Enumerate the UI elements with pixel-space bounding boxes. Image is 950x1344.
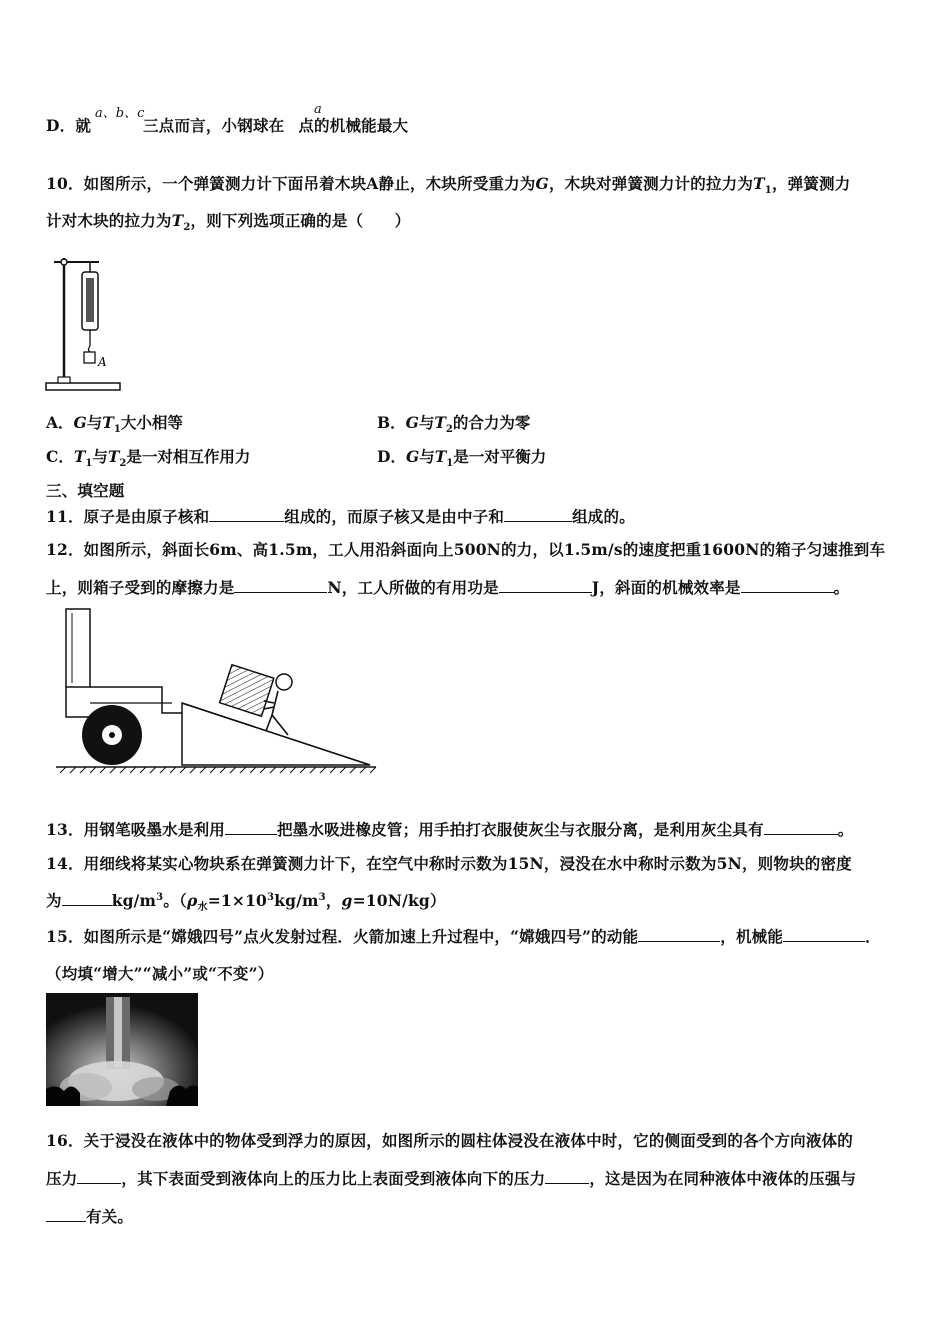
q14-text-f: ，	[325, 891, 342, 910]
section-title: 三、填空题	[46, 481, 125, 500]
wheel-center	[109, 732, 115, 738]
spring-scale-figure	[44, 250, 124, 394]
q11	[46, 505, 635, 527]
q10-line1-text-b: ，木块对弹簧测力计的拉力为	[548, 174, 754, 193]
q14-rho-sub: 水	[197, 902, 208, 914]
opt-a-v1: G	[73, 413, 87, 432]
q14-line1: 14．用细线将某实心物块系在弹簧测力计下，在空气中称时示数为15N，浸没在水中称时示数为5N，则物块的密度	[46, 854, 852, 873]
q14-unit: kg/m	[111, 891, 157, 910]
q10-line2-text-a: 计对木块的拉力为	[46, 211, 172, 230]
incline-figure	[52, 605, 380, 780]
q14-unit-sup: 3	[156, 891, 164, 903]
q12-line2	[46, 576, 849, 598]
q9-optd-points: a、b、c	[95, 106, 145, 121]
q15-line1	[46, 925, 881, 947]
opt-c-prefix: C．	[46, 447, 74, 466]
opt-b-v1: G	[405, 413, 419, 432]
ground-hatch	[60, 767, 376, 773]
q11-text-b: 组成的，而原子核又是由中子和	[284, 507, 505, 526]
q14-unit2-sup: 3	[318, 891, 326, 903]
worker-head	[276, 674, 292, 690]
hook-curve	[89, 346, 91, 352]
q12-blank-2[interactable]	[499, 578, 592, 593]
q14-text-e: kg/m	[274, 891, 319, 910]
q12-text-a: 上，则箱子受到的摩擦力是	[46, 578, 235, 597]
q13-text-c: 。	[837, 820, 854, 839]
q10-var-t2-sub: 2	[183, 222, 191, 234]
stand-base	[46, 383, 120, 390]
q15-text-b: ，机械能	[720, 927, 784, 946]
opt-b-sub: 2	[445, 424, 453, 436]
q13-text-a: 13．用钢笔吸墨水是利用	[46, 820, 225, 839]
q16-line2	[46, 1167, 856, 1189]
q11-text-c: 组成的。	[572, 507, 635, 526]
q16-blank-1[interactable]	[77, 1169, 121, 1184]
q14-text-g: =10N/kg）	[352, 891, 446, 910]
q14-var-g: g	[341, 891, 353, 910]
q16-text-b: ，其下表面受到液体向上的压力比上表面受到液体向下的压力	[121, 1169, 546, 1188]
opt-b-mid: 与	[418, 413, 435, 432]
q15-text-a: 15．如图所示是“嫦娥四号”点火发射过程．火箭加速上升过程中，“嫦娥四号”的动能	[46, 927, 639, 946]
opt-c-sub2: 2	[119, 458, 127, 470]
rocket-body	[114, 997, 122, 1067]
block-a-label: A	[98, 355, 107, 369]
opt-a-prefix: A．	[46, 413, 74, 432]
q10-var-t2: T	[171, 211, 184, 230]
q13-text-b: 把墨水吸进橡皮管；用手拍打衣服使灰尘与衣服分离，是利用灰尘具有	[276, 820, 764, 839]
truck-cab	[66, 609, 90, 687]
q10-option-a[interactable]	[46, 411, 183, 435]
q9-optd-prefix: D．就	[46, 116, 92, 135]
q12-blank-3[interactable]	[741, 578, 834, 593]
q13-blank-1[interactable]	[225, 820, 277, 835]
opt-b-v2: T	[434, 413, 446, 432]
q15-blank-1[interactable]	[638, 927, 720, 942]
q16-text-a: 压力	[46, 1169, 78, 1188]
q16-text-line3: 有关。	[86, 1207, 134, 1226]
opt-c-suffix: 是一对相互作用力	[126, 447, 251, 466]
opt-a-v2: T	[102, 413, 114, 432]
q10-var-t1: T	[753, 174, 765, 193]
q10-option-b[interactable]	[377, 411, 530, 435]
opt-d-v1: G	[405, 447, 420, 466]
q16-line1: 16．关于浸没在液体中的物体受到浮力的原因，如图所示的圆柱体浸没在液体中时，它的侧面受到的各个方向液体的	[46, 1131, 853, 1150]
q14-text-d: =1×10	[207, 891, 268, 910]
q15-blank-2[interactable]	[783, 927, 865, 942]
q12-text-b: N，工人所做的有用功是	[327, 578, 499, 597]
q13	[46, 818, 853, 840]
q16-blank-3[interactable]	[46, 1207, 86, 1222]
opt-d-mid: 与	[419, 447, 435, 466]
opt-c-mid: 与	[92, 447, 108, 466]
q15-text-c: ．	[865, 927, 881, 946]
q12-text-c: J，斜面的机械效率是	[591, 578, 741, 597]
q10-option-d[interactable]	[377, 445, 546, 469]
q13-blank-2[interactable]	[764, 820, 838, 835]
q12-text-d: 。	[833, 578, 850, 597]
q10-line2-text-b: ，则下列选项正确的是（ ）	[190, 211, 411, 230]
q16-line3	[46, 1205, 133, 1227]
opt-d-suffix: 是一对平衡力	[453, 447, 547, 466]
rocket-launch-photo	[46, 993, 198, 1106]
opt-a-sub: 1	[113, 424, 121, 436]
q10-line1	[46, 172, 850, 196]
opt-d-sub: 1	[446, 458, 454, 470]
q9-optd-mid: 三点而言，小钢球在	[143, 116, 285, 135]
ramp	[182, 703, 370, 765]
q15-line2: （均填“增大”“减小”或“不变”）	[46, 964, 274, 983]
q10-option-c[interactable]	[46, 445, 250, 469]
q11-blank-1[interactable]	[209, 507, 284, 522]
opt-c-sub1: 1	[85, 458, 93, 470]
opt-b-suffix: 的合力为零	[452, 413, 531, 432]
opt-b-prefix: B．	[377, 413, 406, 432]
stand-foot	[58, 377, 70, 383]
opt-d-prefix: D．	[377, 447, 406, 466]
stand-clamp	[61, 259, 67, 265]
q10-line1-text-a: 10．如图所示，一个弹簧测力计下面吊着木块A静止，木块所受重力为	[46, 174, 536, 193]
q14-rho: ρ	[186, 891, 198, 910]
q10-var-g: G	[535, 174, 549, 193]
q16-blank-2[interactable]	[545, 1169, 589, 1184]
q10-line2	[46, 209, 410, 233]
block-a	[84, 352, 95, 363]
opt-a-suffix: 大小相等	[120, 413, 183, 432]
q14-exp: 3	[267, 891, 275, 903]
q11-text-a: 11．原子是由原子核和	[46, 507, 210, 526]
opt-c-v1: T	[73, 447, 86, 466]
q12-line1: 12．如图所示，斜面长6m、高1.5m，工人用沿斜面向上500N的力，以1.5m/s的速度把重1600N的箱子匀速推到车	[46, 540, 886, 559]
q14-line2	[46, 889, 446, 913]
worker-leg	[266, 715, 272, 731]
q14-text-c: 。（	[163, 891, 187, 910]
q10-line1-text-c: ，弹簧测力	[771, 174, 851, 193]
opt-c-v2: T	[107, 447, 120, 466]
scale-spring	[86, 278, 94, 322]
q14-blank[interactable]	[62, 891, 112, 906]
opt-d-v2: T	[434, 447, 447, 466]
q9-optd-point: a	[314, 102, 322, 117]
opt-a-mid: 与	[86, 413, 103, 432]
q12-blank-1[interactable]	[234, 578, 327, 593]
q11-blank-2[interactable]	[504, 507, 572, 522]
truck	[66, 609, 182, 765]
q14-text-a: 为	[46, 891, 62, 910]
q9-optd-suffix: 点的机械能最大	[298, 116, 409, 135]
q10-var-t1-sub: 1	[764, 185, 772, 197]
q16-text-c: ，这是因为在同种液体中液体的压强与	[589, 1169, 857, 1188]
